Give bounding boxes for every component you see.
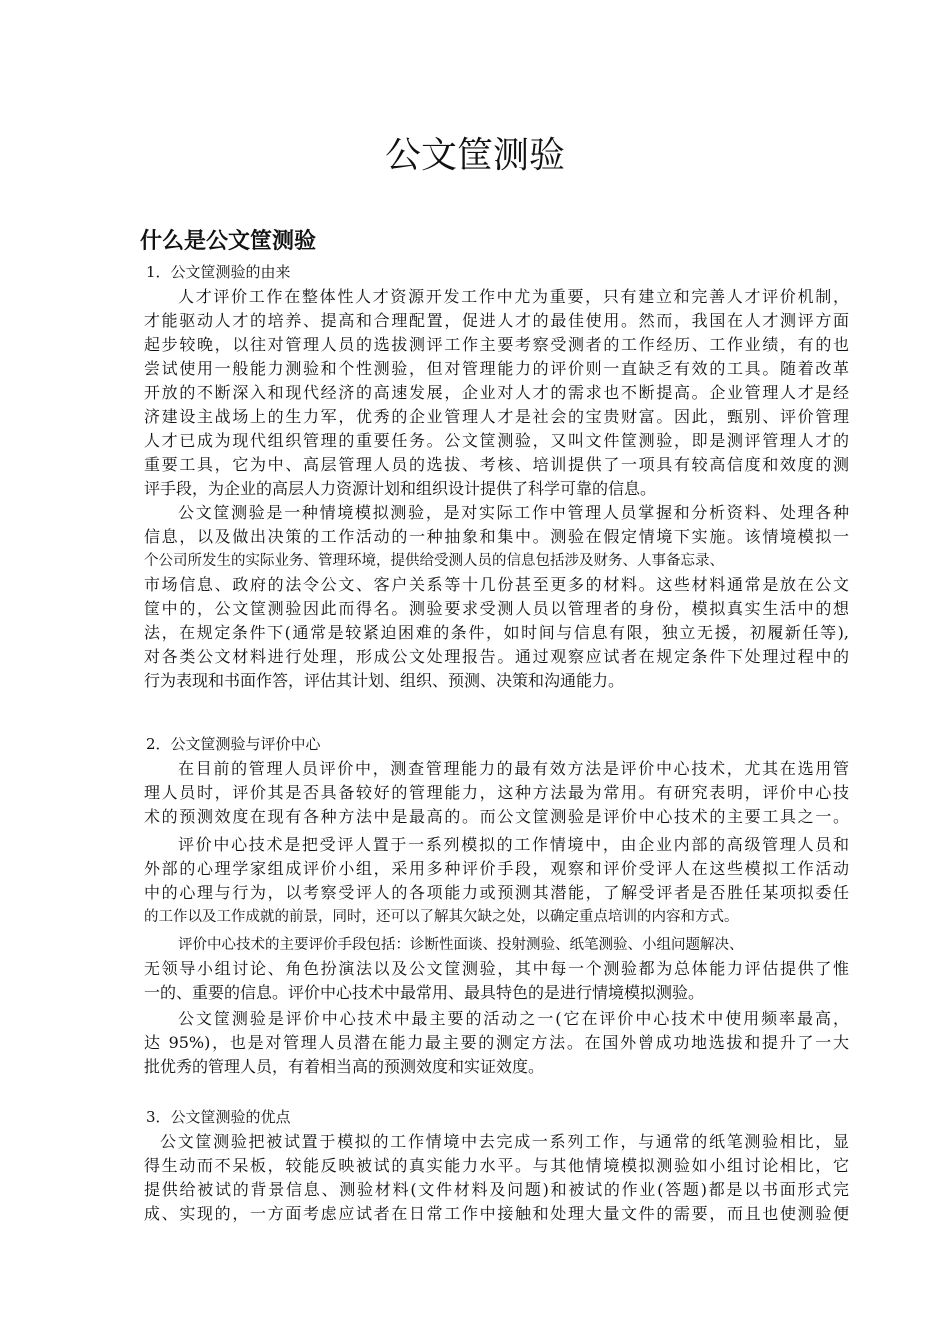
text-line: 尝试使用一般能力测验和个性测验，但对管理能力的评价则一直缺乏有效的工具。随着改革	[144, 359, 849, 378]
text-line: 个公司所发生的实际业务、管理环境，提供给受测人员的信息包括涉及财务、人事备忘录、	[144, 553, 724, 569]
text-line: 外部的心理学家组成评价小组，采用多种评价手段，观察和评价受评人在这些模拟工作活动	[144, 859, 849, 878]
subsection-label: 3．公文筐测验的优点	[146, 1108, 291, 1126]
text-line: 济建设主战场上的生力军，优秀的企业管理人才是社会的宝贵财富。因此，甄别、评价管理	[144, 407, 849, 426]
text-line: 评价中心技术的主要评价手段包括：诊断性面谈、投射测验、纸笔测验、小组问题解决、	[178, 937, 744, 953]
text-line: 术的预测效度在现有各种方法中是最高的。而公文筐测验是评价中心技术的主要工具之一。	[144, 807, 849, 826]
text-line: 才能驱动人才的培养、提高和合理配置，促进人才的最佳使用。然而，我国在人才测评方面	[144, 311, 849, 330]
text-line: 无领导小组讨论、角色扮演法以及公文筐测验，其中每一个测验都为总体能力评估提供了惟	[144, 959, 849, 978]
text-line: 人才已成为现代组织管理的重要任务。公文筐测验，又叫文件筐测验，即是测评管理人才的	[144, 431, 849, 450]
text-line: 市场信息、政府的法令公文、客户关系等十几份甚至更多的材料。这些材料通常是放在公文	[144, 575, 849, 594]
text-line: 的工作以及工作成就的前景，同时，还可以了解其欠缺之处，以确定重点培训的内容和方式。	[144, 909, 739, 925]
text-line: 开放的不断深入和现代经济的高速发展，企业对人才的需求也不断提高。企业管理人才是经	[144, 383, 849, 402]
text-line: 一的、重要的信息。评价中心技术中最常用、最具特色的是进行情境模拟测验。	[144, 983, 705, 1002]
subsection-label: 2．公文筐测验与评价中心	[146, 735, 321, 753]
text-line: 评手段，为企业的高层人力资源计划和组织设计提供了科学可靠的信息。	[144, 479, 657, 498]
text-line: 得生动而不呆板，较能反映被试的真实能力水平。与其他情境模拟测验如小组讨论相比，它	[144, 1156, 849, 1175]
text-line: 法，在规定条件下(通常是较紧迫困难的条件，如时间与信息有限，独立无援，初履新任等),	[144, 623, 849, 642]
text-line: 评价中心技术是把受评人置于一系列模拟的工作情境中，由企业内部的高级管理人员和	[178, 835, 849, 854]
text-line: 重要工具，它为中、高层管理人员的选拔、考核、培训提供了一项具有较高信度和效度的测	[144, 455, 849, 474]
text-line: 公文筐测验是一种情境模拟测验，是对实际工作中管理人员掌握和分析资料、处理各种	[178, 503, 849, 522]
text-line: 理人员时，评价其是否具备较好的管理能力，这种方法最为常用。有研究表明，评价中心技	[144, 783, 849, 802]
text-line: 达 95%)，也是对管理人员潜在能力最主要的测定方法。在国外曾成功地选拔和提升了一大	[144, 1033, 849, 1052]
text-line: 公文筐测验是评价中心技术中最主要的活动之一(它在评价中心技术中使用频率最高，	[178, 1009, 849, 1028]
text-line: 人才评价工作在整体性人才资源开发工作中尤为重要，只有建立和完善人才评价机制，	[178, 287, 849, 306]
document-title: 公文筐测验	[384, 135, 565, 176]
text-line: 信息，以及做出决策的工作活动的一种抽象和集中。测验在假定情境下实施。该情境模拟一	[144, 527, 849, 546]
text-line: 行为表现和书面作答，评估其计划、组织、预测、决策和沟通能力。	[144, 671, 625, 690]
text-line: 批优秀的管理人员，有着相当高的预测效度和实证效度。	[144, 1057, 545, 1076]
text-line: 提供给被试的背景信息、测验材料(文件材料及问题)和被试的作业(答题)都是以书面形式完	[144, 1180, 849, 1199]
text-line: 公文筐测验把被试置于模拟的工作情境中去完成一系列工作，与通常的纸笔测验相比，显	[160, 1132, 849, 1151]
text-line: 起步较晚，以往对管理人员的选拔测评工作主要考察受测者的工作经历、工作业绩，有的也	[144, 335, 849, 354]
text-line: 成、实现的，一方面考虑应试者在日常工作中接触和处理大量文件的需要，而且也使测验便	[144, 1204, 849, 1223]
text-line: 在目前的管理人员评价中，测查管理能力的最有效方法是评价中心技术，尤其在选用管	[178, 759, 849, 778]
text-line: 筐中的，公文筐测验因此而得名。测验要求受测人员以管理者的身份，模拟真实生活中的想	[144, 599, 849, 618]
text-line: 中的心理与行为，以考察受评人的各项能力或预测其潜能，了解受评者是否胜任某项拟委任	[144, 883, 849, 902]
subsection-label: 1．公文筐测验的由来	[146, 263, 291, 281]
text-line: 对各类公文材料进行处理，形成公文处理报告。通过观察应试者在规定条件下处理过程中的	[144, 647, 849, 666]
section-heading: 什么是公文筐测验	[140, 229, 317, 254]
